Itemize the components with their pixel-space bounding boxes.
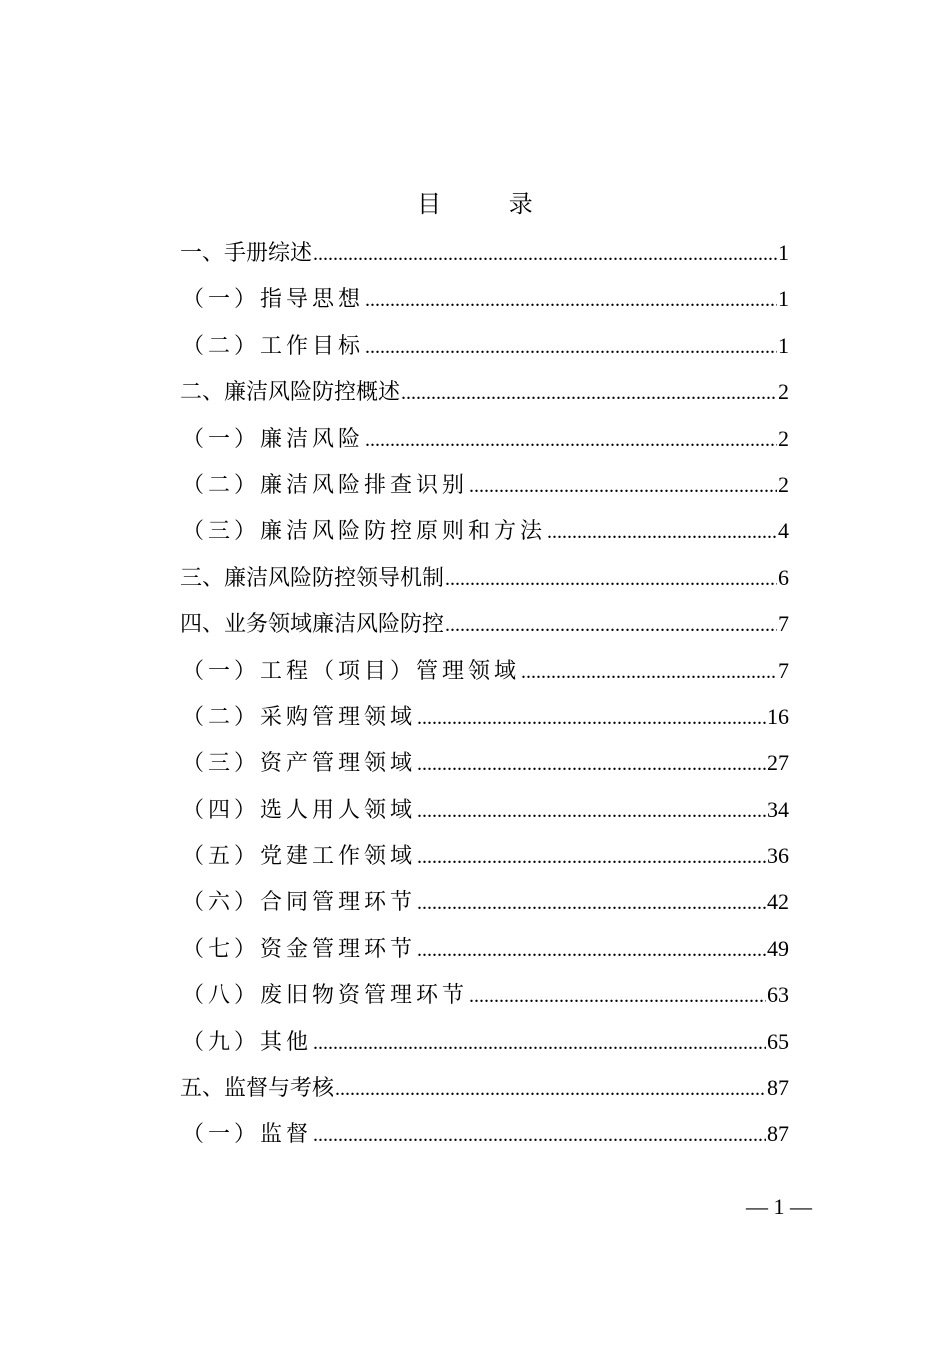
toc-entry[interactable] — [180, 972, 789, 1018]
toc-entry-page: 2 — [778, 425, 789, 451]
toc-entry[interactable] — [180, 508, 789, 554]
toc-entry-page: 87 — [767, 1121, 789, 1147]
toc-entry-page: 63 — [767, 982, 789, 1008]
toc-entry-page: 2 — [778, 379, 789, 405]
toc-entry[interactable] — [180, 230, 789, 276]
page-number: — 1 — — [746, 1194, 812, 1219]
toc-entry[interactable] — [180, 555, 789, 601]
toc-entry[interactable] — [180, 323, 789, 369]
toc-dot-leader — [417, 834, 766, 880]
toc-entry-label: （五）党建工作领域 — [182, 844, 417, 870]
toc-dot-leader — [547, 509, 777, 555]
table-of-contents — [180, 230, 789, 1158]
toc-entry-label: （四）选人用人领域 — [182, 797, 417, 823]
toc-entry-page: 49 — [767, 935, 789, 961]
toc-entry-page: 16 — [767, 703, 789, 729]
toc-entry-page: 1 — [778, 240, 789, 265]
toc-entry-label: （六）合同管理环节 — [182, 890, 417, 916]
toc-entry-label: （三）资产管理领域 — [182, 751, 417, 777]
toc-entry-page: 2 — [778, 471, 789, 497]
toc-dot-leader — [313, 1112, 766, 1158]
toc-entry[interactable] — [180, 926, 789, 972]
toc-entry[interactable] — [180, 787, 789, 833]
toc-entry-page: 42 — [767, 889, 789, 915]
toc-entry[interactable] — [180, 1065, 789, 1111]
toc-entry-label: （二）工作目标 — [182, 333, 365, 359]
toc-entry[interactable] — [180, 879, 789, 925]
toc-entry-label: （八）废旧物资管理环节 — [182, 983, 469, 1009]
toc-dot-leader — [417, 927, 766, 973]
toc-entry-label: （二）廉洁风险排查识别 — [182, 472, 469, 498]
toc-entry-label: 四、业务领域廉洁风险防控 — [180, 612, 445, 638]
toc-entry[interactable] — [180, 416, 789, 462]
toc-dot-leader — [521, 649, 777, 695]
toc-entry-page: 6 — [778, 564, 789, 590]
toc-dot-leader — [313, 1020, 766, 1066]
toc-dot-leader — [417, 788, 766, 834]
toc-dot-leader — [417, 741, 766, 787]
toc-dot-leader — [365, 417, 777, 463]
toc-entry[interactable] — [180, 1111, 789, 1157]
toc-entry-page: 27 — [767, 750, 789, 776]
toc-entry-label: 五、监督与考核 — [180, 1076, 335, 1102]
toc-entry-label: 二、廉洁风险防控概述 — [180, 380, 401, 406]
toc-entry[interactable] — [180, 276, 789, 322]
toc-entry-label: 一、手册综述 — [180, 241, 313, 266]
toc-entry-page: 7 — [778, 657, 789, 683]
toc-dot-leader — [417, 695, 766, 741]
toc-entry-label: （二）采购管理领域 — [182, 704, 417, 730]
toc-entry[interactable] — [180, 601, 789, 647]
toc-dot-leader — [401, 370, 777, 416]
toc-dot-leader — [417, 880, 766, 926]
toc-dot-leader — [313, 231, 777, 277]
toc-entry-page: 65 — [767, 1028, 789, 1054]
toc-entry-page: 4 — [778, 518, 789, 544]
toc-entry[interactable] — [180, 369, 789, 415]
toc-dot-leader — [469, 463, 777, 509]
toc-entry-page: 87 — [767, 1075, 789, 1101]
toc-entry-page: 1 — [778, 332, 789, 358]
toc-entry[interactable] — [180, 833, 789, 879]
toc-entry-label: （九）其他 — [182, 1029, 313, 1055]
toc-entry-label: （一）工程（项目）管理领域 — [182, 658, 521, 684]
toc-dot-leader — [445, 556, 777, 602]
toc-dot-leader — [365, 277, 777, 323]
toc-entry-label: （一）廉洁风险 — [182, 426, 365, 452]
toc-entry-label: 三、廉洁风险防控领导机制 — [180, 565, 445, 591]
toc-entry-label: （七）资金管理环节 — [182, 936, 417, 962]
toc-entry[interactable] — [180, 648, 789, 694]
toc-entry-label: （一）监督 — [182, 1122, 313, 1148]
toc-dot-leader — [365, 324, 777, 370]
toc-entry[interactable] — [180, 1019, 789, 1065]
toc-entry[interactable] — [180, 740, 789, 786]
toc-entry-page: 1 — [778, 286, 789, 312]
toc-entry-page: 34 — [767, 796, 789, 822]
toc-dot-leader — [469, 973, 766, 1019]
toc-entry-label: （一）指导思想 — [182, 287, 365, 313]
toc-entry-page: 36 — [767, 843, 789, 869]
toc-entry-label: （三）廉洁风险防控原则和方法 — [182, 519, 547, 545]
toc-dot-leader — [335, 1066, 766, 1112]
toc-entry-page: 7 — [778, 611, 789, 637]
toc-entry[interactable] — [180, 462, 789, 508]
toc-entry[interactable] — [180, 694, 789, 740]
page-title: 目 录 — [417, 190, 563, 218]
toc-dot-leader — [445, 602, 777, 648]
